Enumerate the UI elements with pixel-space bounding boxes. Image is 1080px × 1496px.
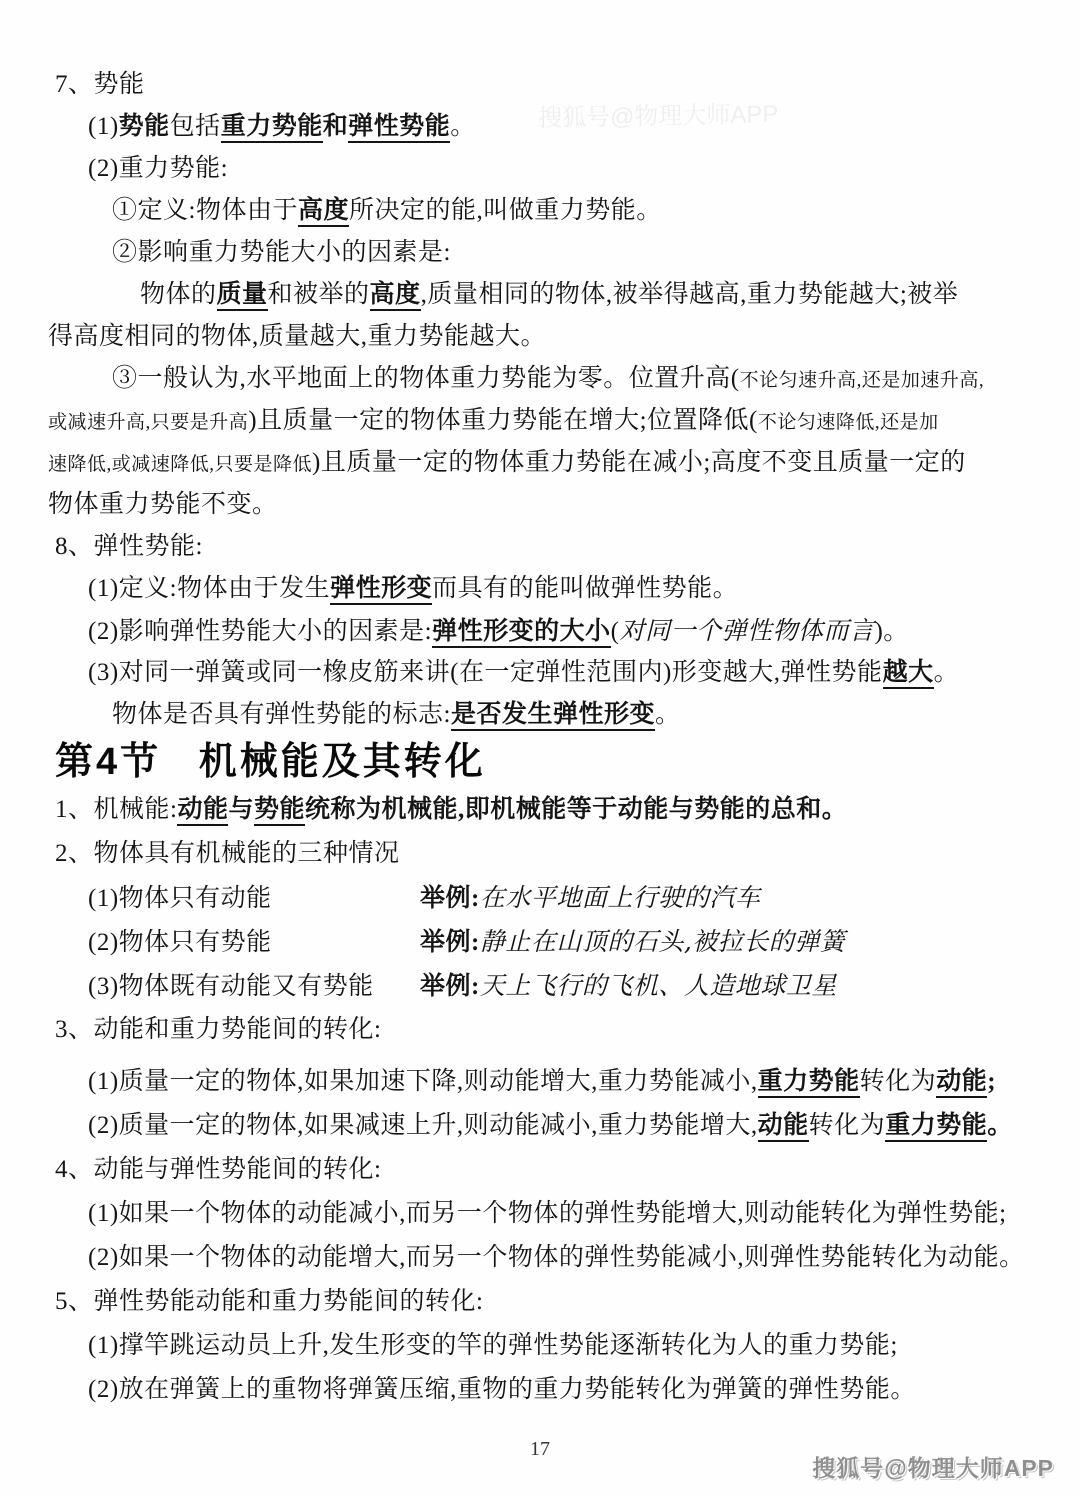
text-segment: 和 <box>322 113 349 140</box>
text-segment: 重力势能 <box>758 1068 860 1098</box>
text-segment: 或减速升高,只要是升高 <box>48 412 249 433</box>
text-segment: (1)定义:物体由于发生 <box>88 575 331 602</box>
text-segment: 不论匀速升高,还是加速升高, <box>739 370 985 391</box>
text-segment: 静止在山顶的石头,被拉长的弹簧 <box>479 927 846 956</box>
section-heading-title: 机械能及其转化 <box>198 741 486 783</box>
text-segment: )且质量一定的物体重力势能在增大;位置降低( <box>248 407 758 434</box>
text-line <box>0 920 1080 964</box>
text-line <box>0 610 1080 652</box>
text-line <box>0 1280 1080 1324</box>
text-segment: 重力势能 <box>885 1112 987 1142</box>
text-line <box>0 1368 1080 1412</box>
text-segment: 高度 <box>370 281 421 311</box>
text-segment: (2)物体只有势能 <box>88 929 272 956</box>
text-segment: 不论匀速降低,还是加 <box>757 412 939 433</box>
text-line <box>0 652 1080 694</box>
text-segment: (3)物体既有动能又有势能 <box>88 973 374 1000</box>
text-line <box>0 232 1080 274</box>
section-heading-number: 第4节 <box>55 741 162 783</box>
text-segment: 弹性势能 <box>348 113 450 143</box>
text-segment: ②影响重力势能大小的因素是: <box>112 239 451 266</box>
text-line <box>0 1008 1080 1052</box>
text-segment: 。 <box>654 701 681 728</box>
text-segment: 7、势能 <box>55 71 145 98</box>
text-segment: 天上飞行的飞机、人造地球卫星 <box>479 971 837 1000</box>
text-segment: (1)如果一个物体的动能减小,而另一个物体的弹性势能增大,则动能转化为弹性势能; <box>88 1200 1007 1227</box>
text-segment: 1、机械能: <box>55 796 178 823</box>
text-line <box>0 106 1080 148</box>
text-segment: 举例: <box>420 885 480 912</box>
document-body <box>0 64 1080 1412</box>
text-segment: 物体重力势能不变。 <box>48 491 278 518</box>
text-segment: 弹性形变 <box>330 575 432 605</box>
text-segment: 所决定的能,叫做重力势能。 <box>348 197 662 224</box>
text-line <box>0 358 1080 400</box>
text-line <box>0 876 1080 920</box>
text-segment: (2)如果一个物体的动能增大,而另一个物体的弹性势能减小,则弹性势能转化为动能。 <box>88 1244 1025 1271</box>
text-segment: 3、动能和重力势能间的转化: <box>55 1016 382 1043</box>
text-line <box>0 190 1080 232</box>
text-segment: 举例: <box>420 973 480 1000</box>
text-line <box>0 148 1080 190</box>
text-line <box>0 316 1080 358</box>
text-line <box>0 1236 1080 1280</box>
document-part1 <box>0 64 1080 736</box>
text-segment: 高度 <box>298 197 349 227</box>
text-segment: 是否发生弹性形变 <box>451 701 655 731</box>
text-segment: 弹性形变的大小 <box>432 618 611 648</box>
text-segment: 转化为 <box>859 1068 937 1095</box>
text-segment: 势能 <box>254 796 305 826</box>
text-line <box>0 400 1080 442</box>
page-number: 17 <box>530 1438 550 1460</box>
text-line <box>0 442 1080 484</box>
text-segment: ; <box>987 1068 997 1095</box>
text-segment: 包括 <box>169 113 221 140</box>
publisher-watermark: 搜狐号@物理大师APP <box>812 1455 1054 1481</box>
text-segment: 物体是否具有弹性势能的标志: <box>112 701 451 728</box>
text-segment: (2)影响弹性势能大小的因素是: <box>88 618 433 645</box>
text-segment: 8、弹性势能: <box>55 533 203 560</box>
text-line <box>0 788 1080 832</box>
text-line <box>0 1192 1080 1236</box>
text-line <box>0 484 1080 526</box>
text-line <box>0 1060 1080 1104</box>
text-segment: 和被举的 <box>267 281 370 308</box>
text-line <box>0 1104 1080 1148</box>
text-segment: 动能 <box>758 1112 809 1142</box>
text-line <box>0 64 1080 106</box>
text-segment: (2)质量一定的物体,如果减速上升,则动能减小,重力势能增大, <box>88 1112 758 1139</box>
text-line <box>0 526 1080 568</box>
text-segment: ③一般认为,水平地面上的物体重力势能为零。位置升高( <box>112 365 740 392</box>
text-segment: 得高度相同的物体,质量越大,重力势能越大。 <box>48 323 547 350</box>
text-segment: 。 <box>933 659 960 686</box>
text-segment: )且质量一定的物体重力势能在减小;高度不变且质量一定的 <box>312 449 966 476</box>
text-segment: 与 <box>228 796 254 823</box>
text-segment: 速降低,或减速降低,只要是降低 <box>48 454 313 475</box>
text-segment: (1)物体只有动能 <box>88 885 272 912</box>
text-segment: 越大 <box>883 659 934 689</box>
text-segment: 势能 <box>118 113 170 140</box>
text-line <box>0 694 1080 736</box>
text-line <box>0 832 1080 876</box>
text-segment: 重力势能 <box>221 113 323 143</box>
text-segment: (2)重力势能: <box>88 155 229 182</box>
text-segment: 2、物体具有机械能的三种情况 <box>55 840 400 867</box>
text-segment: 动能 <box>936 1068 987 1098</box>
text-line <box>0 964 1080 1008</box>
text-segment: 5、弹性势能动能和重力势能间的转化: <box>55 1288 484 1315</box>
text-segment: (1) <box>88 113 119 140</box>
text-segment: 质量 <box>217 281 268 311</box>
text-segment: ( <box>610 618 620 645</box>
text-segment: ①定义:物体由于 <box>112 197 298 224</box>
text-segment: (1)撑竿跳运动员上升,发生形变的竿的弹性势能逐渐转化为人的重力势能; <box>88 1332 898 1359</box>
text-line <box>0 274 1080 316</box>
text-segment: 转化为 <box>808 1112 886 1139</box>
text-line <box>0 1324 1080 1368</box>
text-segment: (1)质量一定的物体,如果加速下降,则动能增大,重力势能减小, <box>88 1068 758 1095</box>
text-segment: 在水平地面上行驶的汽车 <box>479 883 761 912</box>
document-part2 <box>0 788 1080 1412</box>
text-segment: 对同一个弹性物体而言 <box>619 616 875 645</box>
text-segment: 统称为机械能,即机械能等于动能与势能的总和。 <box>305 796 848 823</box>
text-segment: 物体的 <box>140 281 217 308</box>
text-segment: (2)放在弹簧上的重物将弹簧压缩,重物的重力势能转化为弹簧的弹性势能。 <box>88 1376 916 1403</box>
text-segment: ,质量相同的物体,被举得越高,重力势能越大;被举 <box>420 281 959 308</box>
text-segment: 。 <box>450 113 476 140</box>
text-segment: 举例: <box>420 929 480 956</box>
text-segment: 。 <box>987 1112 1013 1139</box>
ghost-watermark: 搜狐号@物理大师APP <box>537 100 779 133</box>
section-heading <box>0 736 1080 788</box>
text-line <box>0 568 1080 610</box>
text-segment: 4、动能与弹性势能间的转化: <box>55 1156 382 1183</box>
text-line <box>0 1148 1080 1192</box>
text-segment: 而具有的能叫做弹性势能。 <box>432 575 739 602</box>
text-segment: (3)对同一弹簧或同一橡皮筋来讲(在一定弹性范围内)形变越大,弹性势能 <box>88 659 883 686</box>
text-segment: )。 <box>874 618 909 645</box>
text-segment: 动能 <box>177 796 228 826</box>
